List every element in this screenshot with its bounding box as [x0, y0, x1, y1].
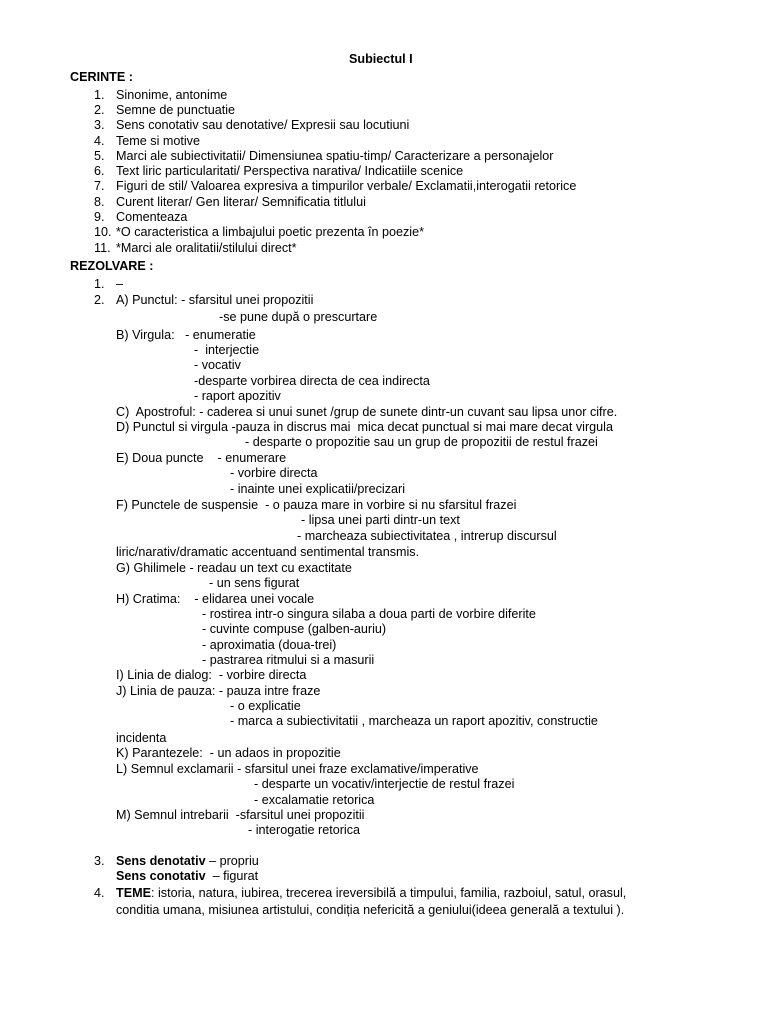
- text-line: [116, 869, 258, 884]
- text-line: A) Punctul: - sfarsitul unei propozitii: [116, 293, 314, 307]
- text-line: K) Parantezele: - un adaos in propozitie: [116, 746, 341, 760]
- text-line: G) Ghilimele - readau un text cu exactitate: [116, 561, 352, 575]
- cerinte-heading: CERINTE :: [70, 70, 133, 84]
- text-line: liric/narativ/dramatic accentuand sentimental transmis.: [116, 545, 420, 559]
- list-item-num: 4.: [94, 886, 105, 900]
- sens-denotativ-label: Sens denotativ: [116, 854, 206, 868]
- text-line: - aproximatia (doua-trei): [202, 638, 337, 652]
- text-line: - marcheaza subiectivitatea , intrerup discursul: [297, 529, 557, 543]
- list-item-num: 5.: [94, 149, 105, 163]
- text-line: F) Punctele de suspensie - o pauza mare in vorbire si nu sfarsitul frazei: [116, 498, 517, 512]
- text-line: - interogatie retorica: [248, 823, 360, 837]
- text-line: [116, 854, 259, 869]
- list-item-num: 10.: [94, 225, 112, 239]
- text-line: - o explicatie: [230, 699, 301, 713]
- teme-label: TEME: [116, 886, 151, 900]
- list-item-num: 1.: [94, 277, 105, 291]
- text-line: - desparte un vocativ/interjectie de restul frazei: [254, 777, 515, 791]
- list-item: *Marci ale oralitatii/stilului direct*: [116, 241, 297, 255]
- list-item-num: 8.: [94, 195, 105, 209]
- list-item: Sinonime, antonime: [116, 88, 228, 102]
- text-line: D) Punctul si virgula -pauza in discrus mai mica decat punctual si mai mare decat virgula: [116, 420, 613, 434]
- text-line: - cuvinte compuse (galben-auriu): [202, 622, 387, 636]
- text-line: conditia umana, misiunea artistului, condiția nefericită a geniului(ideea generală a textului ).: [116, 903, 625, 917]
- text-line: - excalamatie retorica: [254, 793, 375, 807]
- text-line: - pastrarea ritmului si a masurii: [202, 653, 375, 667]
- list-item: *O caracteristica a limbajului poetic prezenta în poezie*: [116, 225, 425, 239]
- text-line: J) Linia de pauza: - pauza intre fraze: [116, 684, 321, 698]
- text-line: B) Virgula: - enumeratie: [116, 328, 256, 342]
- list-item-num: 7.: [94, 179, 105, 193]
- teme-text: : istoria, natura, iubirea, trecerea ireversibilă a timpului, familia, razboiul, satul, orasul,: [150, 886, 627, 900]
- text-line: [116, 886, 626, 901]
- list-item: Comenteaza: [116, 210, 188, 224]
- list-item: Semne de punctuatie: [116, 103, 236, 117]
- text-line: - inainte unei explicatii/precizari: [230, 482, 405, 496]
- list-item: Teme si motive: [116, 134, 200, 148]
- text-line: - vocativ: [194, 358, 241, 372]
- sens-denotativ-text: – propriu: [205, 854, 259, 868]
- text-line: incidenta: [116, 731, 167, 745]
- list-item-num: 1.: [94, 88, 105, 102]
- text-line: L) Semnul exclamarii - sfarsitul unei fraze exclamative/imperative: [116, 762, 479, 776]
- list-item-num: 6.: [94, 164, 105, 178]
- text-line: - desparte o propozitie sau un grup de propozitii de restul frazei: [245, 435, 598, 449]
- text-line: - interjectie: [194, 343, 260, 357]
- list-item: –: [116, 277, 124, 291]
- list-item-num: 2.: [94, 293, 105, 307]
- text-line: - vorbire directa: [230, 466, 318, 480]
- list-item: Sens conotativ sau denotative/ Expresii sau locutiuni: [116, 118, 410, 132]
- sens-conotativ-label: Sens conotativ: [116, 869, 206, 883]
- text-line: E) Doua puncte - enumerare: [116, 451, 287, 465]
- list-item-num: 2.: [94, 103, 105, 117]
- text-line: - un sens figurat: [209, 576, 300, 590]
- text-line: - marca a subiectivitatii , marcheaza un raport apozitiv, constructie: [230, 714, 598, 728]
- list-item: Text liric particularitati/ Perspectiva narativa/ Indicatiile scenice: [116, 164, 464, 178]
- list-item: Marci ale subiectivitatii/ Dimensiunea spatiu-timp/ Caracterizare a personajelor: [116, 149, 554, 163]
- text-line: - raport apozitiv: [194, 389, 281, 403]
- list-item: Figuri de stil/ Valoarea expresiva a timpurilor verbale/ Exclamatii,interogatii retorice: [116, 179, 577, 193]
- list-item-num: 3.: [94, 118, 105, 132]
- rezolvare-heading: REZOLVARE :: [70, 259, 154, 273]
- text-line: -desparte vorbirea directa de cea indirecta: [194, 374, 430, 388]
- list-item-num: 9.: [94, 210, 105, 224]
- page-title: Subiectul I: [349, 52, 413, 66]
- list-item-num: 3.: [94, 854, 105, 868]
- text-line: H) Cratima: - elidarea unei vocale: [116, 592, 315, 606]
- list-item: Curent literar/ Gen literar/ Semnificatia titlului: [116, 195, 366, 209]
- text-line: - rostirea intr-o singura silaba a doua parti de vorbire diferite: [202, 607, 536, 621]
- list-item-num: 4.: [94, 134, 105, 148]
- text-line: - lipsa unei parti dintr-un text: [301, 513, 460, 527]
- text-line: -se pune după o prescurtare: [219, 310, 378, 324]
- list-item-num: 11.: [94, 241, 111, 255]
- sens-conotativ-text: – figurat: [205, 869, 259, 883]
- text-line: M) Semnul intrebarii -sfarsitul unei propozitii: [116, 808, 365, 822]
- text-line: C) Apostroful: - caderea si unui sunet /grup de sunete dintr-un cuvant sau lipsa unor cifre.: [116, 405, 618, 419]
- text-line: I) Linia de dialog: - vorbire directa: [116, 668, 307, 682]
